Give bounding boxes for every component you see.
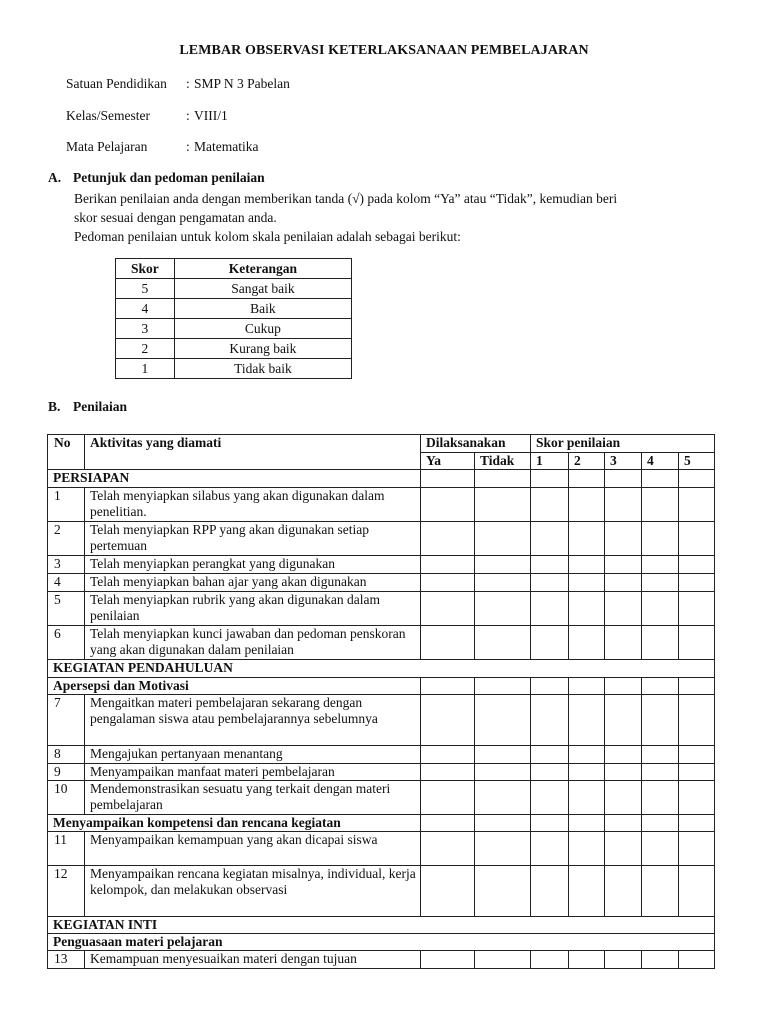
score-4-cell[interactable] [642,574,679,592]
activity-text: Menyampaikan rencana kegiatan misalnya, individual, kerja kelompok, dan melakukan observasi [85,866,421,917]
not-cell[interactable] [475,626,531,660]
activity-row [48,626,715,660]
score-2-cell[interactable] [569,832,605,866]
score-1-cell[interactable] [531,746,569,764]
score-5-cell[interactable] [679,866,715,917]
score-3-cell[interactable] [605,592,642,626]
not-cell[interactable] [475,764,531,781]
score-2-cell[interactable] [569,522,605,556]
info-value: Matematika [194,139,259,154]
activity-row [48,488,715,522]
score-3-cell[interactable] [605,746,642,764]
instruction-line: Berikan penilaian anda dengan memberikan tanda (√) pada kolom “Ya” atau “Tidak”, kemudian beri [74,191,618,206]
yes-cell[interactable] [421,832,475,866]
info-value: SMP N 3 Pabelan [194,76,290,91]
info-label: Satuan Pendidikan [66,76,167,91]
row-number: 4 [48,574,85,592]
row-number: 2 [48,522,85,556]
score-3-cell[interactable] [605,815,642,832]
score-5-cell[interactable] [679,746,715,764]
not-cell[interactable] [475,678,531,695]
activity-row [48,764,715,781]
score-2-cell[interactable] [569,626,605,660]
activity-text: Telah menyiapkan rubrik yang akan digunakan dalam penilaian [85,592,421,626]
yes-cell[interactable] [421,488,475,522]
document-title: LEMBAR OBSERVASI KETERLAKSANAAN PEMBELAJARAN [179,43,589,58]
score-5-cell[interactable] [679,556,715,574]
row-number: 7 [48,695,85,746]
score-4-cell[interactable] [642,522,679,556]
score-3-cell[interactable] [605,951,642,969]
score-4-cell[interactable] [642,488,679,522]
yes-header: Ya [421,453,475,470]
yes-cell[interactable] [421,781,475,815]
yes-cell[interactable] [421,695,475,746]
info-separator: : [186,108,190,123]
not-cell[interactable] [475,574,531,592]
activity-row [48,574,715,592]
score-1-cell[interactable] [531,592,569,626]
score-5-cell[interactable] [679,764,715,781]
activity-row [48,556,715,574]
score-1-cell[interactable] [531,574,569,592]
group-row [48,917,715,934]
activity-row [48,866,715,917]
score-3-cell[interactable] [605,866,642,917]
not-cell[interactable] [475,951,531,969]
score-3-cell[interactable] [605,678,642,695]
activity-row [48,522,715,556]
info-label: Mata Pelajaran [66,139,148,154]
info-separator: : [186,139,190,154]
section-b-heading [48,399,127,415]
score-4-cell[interactable] [642,470,679,488]
yes-cell[interactable] [421,626,475,660]
observation-table [47,434,715,969]
score-3-cell[interactable] [605,488,642,522]
score-4-cell[interactable] [642,815,679,832]
score-5-cell[interactable] [679,470,715,488]
score-5-cell[interactable] [679,488,715,522]
score-2-cell[interactable] [569,678,605,695]
yes-cell[interactable] [421,764,475,781]
subgroup-row [48,815,715,832]
score-3-cell[interactable] [605,781,642,815]
score-2-cell[interactable] [569,470,605,488]
activity-row [48,832,715,866]
row-number: 12 [48,866,85,917]
score-5-cell[interactable] [679,592,715,626]
row-number: 9 [48,764,85,781]
score-5-cell[interactable] [679,951,715,969]
score-5-cell[interactable] [679,815,715,832]
score-cell: 5 [116,279,175,299]
not-cell[interactable] [475,592,531,626]
score-1-cell[interactable] [531,678,569,695]
section-a-heading [48,170,265,186]
score-3-cell[interactable] [605,556,642,574]
score-4-cell[interactable] [642,626,679,660]
subgroup-row [48,934,715,951]
score-3-cell[interactable] [605,574,642,592]
activity-row [48,592,715,626]
section-letter: A. [48,170,62,185]
yes-cell[interactable] [421,815,475,832]
score-cell: 1 [116,359,175,379]
yes-cell[interactable] [421,951,475,969]
score-cell: 2 [116,339,175,359]
group-row [48,470,715,488]
activity-text: Mengaitkan materi pembelajaran sekarang dengan pengalaman siswa atau pembelajarannya sebelumnya [85,695,421,746]
score-guide-header-row [116,259,352,279]
score-4-cell[interactable] [642,832,679,866]
row-number: 8 [48,746,85,764]
score-3-cell[interactable] [605,470,642,488]
row-number: 5 [48,592,85,626]
score-2-cell[interactable] [569,695,605,746]
info-value: VIII/1 [194,108,228,123]
info-label: Kelas/Semester [66,108,150,123]
header-row-top [48,435,715,453]
activity-text: Mendemonstrasikan sesuatu yang terkait dengan materi pembelajaran [85,781,421,815]
score-5-cell[interactable] [679,626,715,660]
not-cell[interactable] [475,488,531,522]
activity-text: Menyampaikan kemampuan yang akan dicapai siswa [85,832,421,866]
info-kelas-semester [66,108,228,124]
activity-text: Telah menyiapkan bahan ajar yang akan digunakan [85,574,421,592]
score-5-cell[interactable] [679,832,715,866]
info-separator: : [186,76,190,91]
group-title: PERSIAPAN [48,470,421,488]
yes-cell[interactable] [421,746,475,764]
score-3-cell[interactable] [605,695,642,746]
implemented-header: Dilaksanakan [421,435,531,453]
score-1-cell[interactable] [531,522,569,556]
group-title: KEGIATAN PENDAHULUAN [48,660,715,678]
score-1-cell[interactable] [531,832,569,866]
section-title: Penilaian [73,399,128,414]
no-implemented-header: Tidak [475,453,531,470]
row-number: 10 [48,781,85,815]
guideline-line: Pedoman penilaian untuk kolom skala penilaian adalah sebagai berikut: [74,229,461,244]
score-2-cell[interactable] [569,951,605,969]
yes-cell[interactable] [421,522,475,556]
score-5-cell[interactable] [679,695,715,746]
score-1-cell[interactable] [531,815,569,832]
score-4-cell[interactable] [642,746,679,764]
score-guide-row [116,279,352,299]
description-cell: Cukup [174,319,351,339]
no-header: No [48,435,85,470]
row-number: 11 [48,832,85,866]
score-guide-row [116,339,352,359]
yes-cell[interactable] [421,470,475,488]
info-satuan-pendidikan [66,76,290,92]
activity-text: Telah menyiapkan perangkat yang digunakan [85,556,421,574]
not-cell[interactable] [475,695,531,746]
not-cell[interactable] [475,832,531,866]
score-4-cell[interactable] [642,781,679,815]
score-header: Skor [116,259,175,279]
group-title: KEGIATAN INTI [48,917,715,934]
score-4-header: 4 [642,453,679,470]
activity-text: Mengajukan pertanyaan menantang [85,746,421,764]
description-cell: Baik [174,299,351,319]
instruction-line: skor sesuai dengan pengamatan anda. [74,210,277,225]
score-1-cell[interactable] [531,951,569,969]
score-1-cell[interactable] [531,866,569,917]
activity-text: Telah menyiapkan silabus yang akan digunakan dalam penelitian. [85,488,421,522]
subgroup-row [48,678,715,695]
score-header: Skor penilaian [531,435,715,453]
section-title: Petunjuk dan pedoman penilaian [73,170,265,185]
score-3-cell[interactable] [605,764,642,781]
score-2-cell[interactable] [569,781,605,815]
score-1-cell[interactable] [531,556,569,574]
not-cell[interactable] [475,522,531,556]
score-4-cell[interactable] [642,678,679,695]
score-3-cell[interactable] [605,626,642,660]
score-5-cell[interactable] [679,781,715,815]
score-1-cell[interactable] [531,488,569,522]
score-cell: 4 [116,299,175,319]
score-5-header: 5 [679,453,715,470]
row-number: 13 [48,951,85,969]
subgroup-title: Menyampaikan kompetensi dan rencana kegiatan [48,815,421,832]
group-row [48,660,715,678]
score-4-cell[interactable] [642,764,679,781]
score-1-cell[interactable] [531,764,569,781]
score-2-cell[interactable] [569,866,605,917]
score-2-cell[interactable] [569,556,605,574]
score-2-header: 2 [569,453,605,470]
description-cell: Kurang baik [174,339,351,359]
activity-text: Telah menyiapkan RPP yang akan digunakan setiap pertemuan [85,522,421,556]
not-cell[interactable] [475,556,531,574]
score-5-cell[interactable] [679,522,715,556]
row-number: 3 [48,556,85,574]
score-3-header: 3 [605,453,642,470]
not-cell[interactable] [475,815,531,832]
section-letter: B. [48,399,61,414]
not-cell[interactable] [475,746,531,764]
score-cell: 3 [116,319,175,339]
instruction-paragraph [74,189,714,246]
score-4-cell[interactable] [642,695,679,746]
score-guide-table [115,258,352,379]
activity-text: Kemampuan menyesuaikan materi dengan tujuan [85,951,421,969]
score-guide-row [116,299,352,319]
score-1-cell[interactable] [531,470,569,488]
activity-row [48,746,715,764]
activity-text: Telah menyiapkan kunci jawaban dan pedoman penskoran yang akan digunakan dalam penilaian [85,626,421,660]
subgroup-title: Penguasaan materi pelajaran [48,934,715,951]
score-1-cell[interactable] [531,781,569,815]
score-4-cell[interactable] [642,951,679,969]
not-cell[interactable] [475,866,531,917]
info-mata-pelajaran [66,139,258,155]
not-cell[interactable] [475,781,531,815]
score-guide-row [116,359,352,379]
score-2-cell[interactable] [569,764,605,781]
score-1-header: 1 [531,453,569,470]
yes-cell[interactable] [421,866,475,917]
score-4-cell[interactable] [642,556,679,574]
score-5-cell[interactable] [679,678,715,695]
yes-cell[interactable] [421,574,475,592]
score-3-cell[interactable] [605,832,642,866]
activity-row [48,695,715,746]
score-3-cell[interactable] [605,522,642,556]
score-2-cell[interactable] [569,488,605,522]
score-2-cell[interactable] [569,574,605,592]
row-number: 1 [48,488,85,522]
description-header: Keterangan [174,259,351,279]
score-1-cell[interactable] [531,695,569,746]
score-4-cell[interactable] [642,592,679,626]
yes-cell[interactable] [421,592,475,626]
score-2-cell[interactable] [569,746,605,764]
description-cell: Sangat baik [174,279,351,299]
activity-row [48,951,715,969]
subgroup-title: Apersepsi dan Motivasi [48,678,421,695]
yes-cell[interactable] [421,678,475,695]
activity-header: Aktivitas yang diamati [85,435,421,470]
score-2-cell[interactable] [569,815,605,832]
score-1-cell[interactable] [531,626,569,660]
activity-text: Menyampaikan manfaat materi pembelajaran [85,764,421,781]
not-cell[interactable] [475,470,531,488]
yes-cell[interactable] [421,556,475,574]
score-5-cell[interactable] [679,574,715,592]
score-2-cell[interactable] [569,592,605,626]
score-guide-row [116,319,352,339]
description-cell: Tidak baik [174,359,351,379]
score-4-cell[interactable] [642,866,679,917]
row-number: 6 [48,626,85,660]
activity-row [48,781,715,815]
